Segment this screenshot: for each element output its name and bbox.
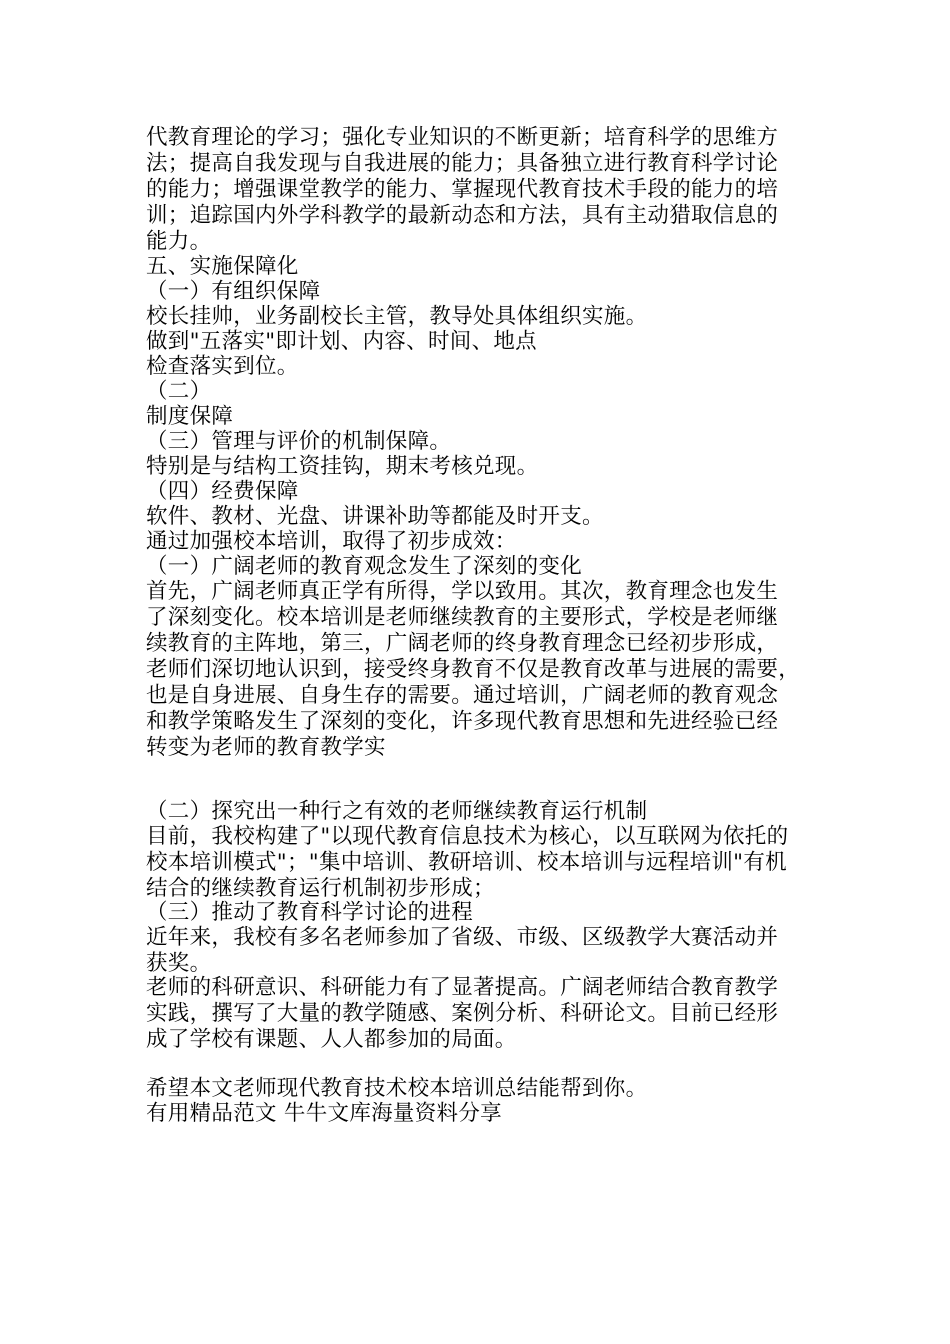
- paragraph-line: 了深刻变化。校本培训是老师继续教育的主要形式，学校是老师继: [146, 605, 779, 630]
- paragraph-line: 结合的继续教育运行机制初步形成；: [146, 876, 495, 901]
- footer-line: 有用精品范文 牛牛文库海量资料分享: [146, 1101, 502, 1126]
- paragraph-line: 老师们深切地认识到，接受终身教育不仅是教育改革与进展的需要，: [146, 657, 801, 682]
- subsection-heading: （一）广阔老师的教育观念发生了深刻的变化: [146, 554, 583, 579]
- paragraph-line: 制度保障: [146, 404, 234, 429]
- paragraph-line: 转变为老师的教育教学实: [146, 735, 386, 760]
- section-heading: 五、实施保障化: [146, 254, 299, 279]
- subsection-heading: （三）管理与评价的机制保障。: [146, 429, 452, 454]
- paragraph-line: 能力。: [146, 229, 212, 254]
- subsection-heading: （一）有组织保障: [146, 279, 321, 304]
- paragraph-line: 的能力；增强课堂教学的能力、掌握现代教育技术手段的能力的培: [146, 177, 779, 202]
- subsection-heading: （三）推动了教育科学讨论的进程: [146, 900, 474, 925]
- closing-line: 希望本文老师现代教育技术校本培训总结能帮到你。: [146, 1076, 648, 1101]
- paragraph-line: 首先，广阔老师真正学有所得，学以致用。其次，教育理念也发生: [146, 579, 779, 604]
- paragraph-line: 续教育的主阵地，第三，广阔老师的终身教育理念已经初步形成，: [146, 631, 779, 656]
- paragraph-line: 做到"五落实"即计划、内容、时间、地点: [146, 329, 537, 354]
- paragraph-line: 校本培训模式"；"集中培训、教研培训、校本培训与远程培训"有机: [146, 850, 787, 875]
- paragraph-line: 检查落实到位。: [146, 354, 299, 379]
- paragraph-line: 老师的科研意识、科研能力有了显著提高。广阔老师结合教育教学: [146, 975, 779, 1000]
- subsection-heading: （二）: [146, 379, 212, 404]
- paragraph-line: 通过加强校本培训，取得了初步成效：: [146, 529, 517, 554]
- paragraph-line: 目前，我校构建了"以现代教育信息技术为核心，以互联网为依托的: [146, 824, 789, 849]
- subsection-heading: （二）探究出一种行之有效的老师继续教育运行机制: [146, 799, 648, 824]
- paragraph-line: 代教育理论的学习；强化专业知识的不断更新；培育科学的思维方: [146, 125, 779, 150]
- paragraph-line: 软件、教材、光盘、讲课补助等都能及时开支。: [146, 504, 604, 529]
- paragraph-line: 近年来，我校有多名老师参加了省级、市级、区级教学大赛活动并: [146, 925, 779, 950]
- paragraph-line: 特别是与结构工资挂钩，期末考核兑现。: [146, 454, 539, 479]
- paragraph-line: 训；追踪国内外学科教学的最新动态和方法，具有主动猎取信息的: [146, 203, 779, 228]
- subsection-heading: （四）经费保障: [146, 479, 299, 504]
- paragraph-line: 获奖。: [146, 951, 212, 976]
- paragraph-line: 成了学校有课题、人人都参加的局面。: [146, 1027, 517, 1052]
- paragraph-line: 法；提高自我发现与自我进展的能力；具备独立进行教育科学讨论: [146, 151, 779, 176]
- paragraph-line: 实践，撰写了大量的教学随感、案例分析、科研论文。目前已经形: [146, 1001, 779, 1026]
- paragraph-line: 和教学策略发生了深刻的变化，许多现代教育思想和先进经验已经: [146, 709, 779, 734]
- paragraph-line: 也是自身进展、自身生存的需要。通过培训，广阔老师的教育观念: [146, 683, 779, 708]
- paragraph-line: 校长挂帅，业务副校长主管，教导处具体组织实施。: [146, 304, 648, 329]
